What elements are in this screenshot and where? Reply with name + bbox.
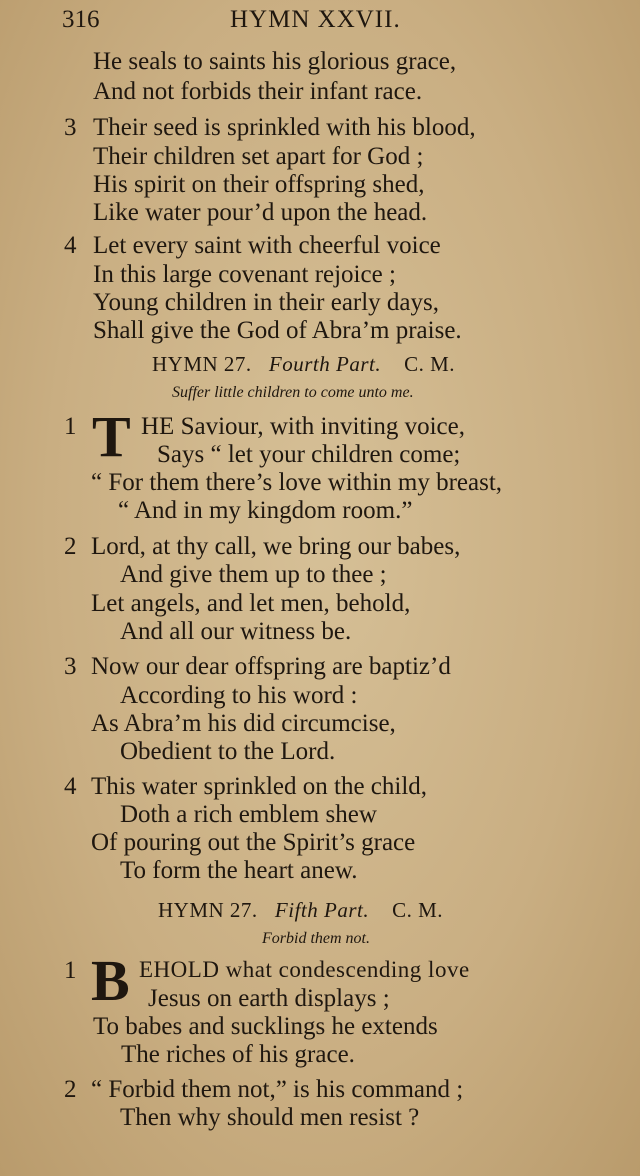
stanza-number: 4 [64,232,77,259]
verse-line: Lord, at thy call, we bring our babes, [91,533,461,560]
hymn-subtitle: Suffer little children to come unto me. [172,384,414,401]
stanza-number: 1 [64,957,77,984]
verse-line: Then why should men resist ? [120,1104,420,1131]
verse-line: His spirit on their offspring shed, [93,171,425,198]
hymn-title: HYMN 27. [158,898,258,922]
verse-line: Of pouring out the Spirit’s grace [91,829,416,856]
verse-line: Their children set apart for God ; [93,143,424,170]
hymn-meter: C. M. [404,352,456,376]
verse-line: Young children in their early days, [93,289,440,316]
verse-line: And give them up to thee ; [120,561,387,588]
verse-line: He seals to saints his glorious grace, [93,48,457,75]
stanza-number: 3 [64,114,77,141]
verse-line: Doth a rich emblem shew [120,801,377,828]
stanza-number: 2 [64,533,77,560]
verse-line: Shall give the God of Abra’m praise. [93,317,462,344]
verse-line: EHOLD what condescending love [139,957,470,982]
hymn-heading [152,352,455,377]
verse-line: To babes and sucklings he extends [93,1013,438,1040]
verse-line: HE Saviour, with inviting voice, [141,413,465,440]
hymn-heading [158,898,443,923]
verse-line: “ Forbid them not,” is his command ; [91,1076,464,1103]
drop-cap: B [91,948,130,1013]
hymn-title: HYMN 27. [152,352,252,376]
verse-line: This water sprinkled on the child, [91,773,428,800]
verse-line: Their seed is sprinkled with his blood, [93,114,476,141]
verse-line: Like water pour’d upon the head. [93,199,428,226]
verse-line: And all our witness be. [120,618,352,645]
verse-line: And not forbids their infant race. [93,78,423,105]
hymn-meter: C. M. [392,898,444,922]
verse-line: Now our dear offspring are baptiz’d [91,653,451,680]
verse-line: Jesus on earth displays ; [148,985,390,1012]
verse-line: “ For them there’s love within my breast, [91,469,503,496]
verse-line: “ And in my kingdom room.” [118,497,413,524]
verse-line: Obedient to the Lord. [120,738,336,765]
stanza-number: 4 [64,773,77,800]
verse-line: To form the heart anew. [120,857,358,884]
verse-line: As Abra’m his did circumcise, [91,710,396,737]
stanza-number: 3 [64,653,77,680]
verse-line: Let every saint with cheerful voice [93,232,441,259]
verse-line: According to his word : [120,682,358,709]
verse-line: Says “ let your children come; [157,441,461,468]
verse-line: In this large covenant rejoice ; [93,261,396,288]
verse-line: The riches of his grace. [121,1041,355,1068]
drop-cap: T [92,404,131,469]
stanza-number: 1 [64,413,77,440]
running-title: HYMN XXVII. [230,6,401,33]
page-number: 316 [62,6,100,33]
hymn-part: Fourth Part. [268,352,382,376]
hymn-subtitle: Forbid them not. [262,930,370,947]
hymn-part: Fifth Part. [274,898,370,922]
stanza-number: 2 [64,1076,77,1103]
verse-line: Let angels, and let men, behold, [91,590,411,617]
page-header [62,6,582,42]
